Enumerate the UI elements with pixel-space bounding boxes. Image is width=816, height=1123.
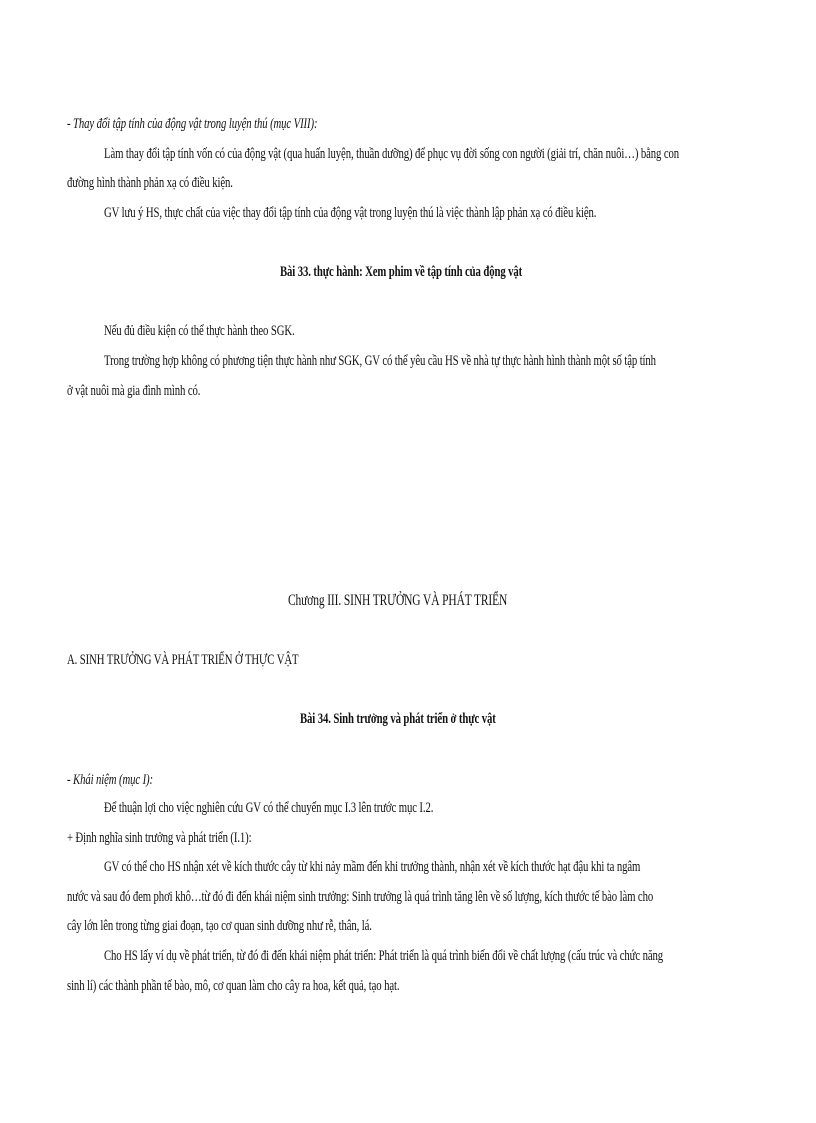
lesson-title-bai-33: Bài 33. thực hành: Xem phim về tập tính của động vật [280,264,523,280]
section-heading-luyen-thu: - Thay đổi tập tính của động vật trong luyện thú (mục VIII): [67,116,318,132]
paragraph-line: nước và sau đó đem phơi khô…từ đó đi đến khái niệm sinh trưởng: Sinh trưởng là quá trình tăng lên về số lượng, kích thước tế bào làm cho [67,889,654,905]
paragraph-line: GV lưu ý HS, thực chất của việc thay đổi tập tính của động vật trong luyện thú là việc thành lập phản xạ có điều kiện. [104,205,597,221]
part-heading-a: A. SINH TRƯỞNG VÀ PHÁT TRIỂN Ở THỰC VẬT [67,652,299,668]
section-heading-khai-niem: - Khái niệm (mục I): [67,772,153,788]
paragraph-line: GV có thể cho HS nhận xét về kích thước cây từ khi nảy mầm đến khi trưởng thành, nhận xét về kích thước hạt đậu khi ta ngâm [104,859,641,875]
paragraph-line: sinh lí) các thành phần tế bào, mô, cơ quan làm cho cây ra hoa, kết quả, tạo hạt. [67,978,400,994]
paragraph-line: Cho HS lấy ví dụ về phát triển, từ đó đi đến khái niệm phát triển: Phát triển là quá trình biến đổi về chất lượng (cấu trúc và chức năng [104,948,663,964]
paragraph-line: Trong trường hợp không có phương tiện thực hành như SGK, GV có thể yêu cầu HS về nhà tự thực hành hình thành một số tập tính [104,353,656,369]
paragraph-line: ở vật nuôi mà gia đình mình có. [67,383,201,399]
paragraph-line: Nếu đủ điều kiện có thể thực hành theo SGK. [104,323,295,339]
paragraph-line: cây lớn lên trong từng giai đoạn, tạo cơ quan sinh dưỡng như rễ, thân, lá. [67,918,372,934]
paragraph-line: Để thuận lợi cho việc nghiên cứu GV có thể chuyển mục I.3 lên trước mục I.2. [104,800,434,816]
paragraph-line: + Định nghĩa sinh trưởng và phát triển (I.1): [67,830,252,846]
paragraph-line: Làm thay đổi tập tính vốn có của động vật (qua huấn luyện, thuần dưỡng) để phục vụ đời sống con người (giải trí, chăn nuôi…) bằng con [104,146,680,162]
chapter-title: Chương III. SINH TRƯỞNG VÀ PHÁT TRIỂN [288,592,508,609]
lesson-title-bai-34: Bài 34. Sinh trưởng và phát triển ở thực vật [300,711,496,727]
paragraph-line: đường hình thành phản xạ có điều kiện. [67,175,233,191]
